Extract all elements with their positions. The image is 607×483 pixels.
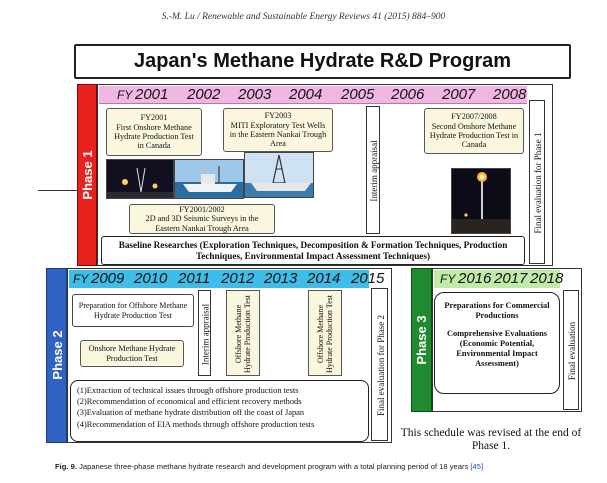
leader-line: [38, 190, 78, 191]
offshore-test-label-a: Offshore Methane Hydrate Production Test: [234, 295, 252, 373]
caption-label: Fig. 9.: [55, 462, 77, 471]
phase3-year-bar: [434, 270, 564, 288]
phase1-interim-label: Interim appraisal: [369, 140, 379, 202]
offshore-test-box-b: [308, 290, 342, 376]
phase2-goals-list: [70, 380, 369, 442]
onshore-rig-image: [107, 160, 174, 199]
flare-image: [452, 169, 511, 234]
goal-item: (1)Extraction of technical issues through offshore production tests: [77, 386, 299, 395]
offshore-test-label-b: Offshore Methane Hydrate Production Test: [316, 295, 334, 373]
phase1-label: Phase 1: [79, 150, 95, 200]
phase3-final-box: [563, 290, 579, 410]
caption-citation[interactable]: [45]: [470, 462, 484, 471]
year-label: 2002: [187, 86, 221, 103]
fy-prefix: FY: [440, 272, 456, 286]
drill-ship-photo: [244, 152, 314, 198]
goal-item: (2)Recommendation of economical and efficient recovery methods: [77, 397, 302, 407]
note-fy2001: FY2001 First Onshore Methane Hydrate Production Test in Canada: [106, 108, 202, 156]
phase1-interim-box: [366, 106, 380, 234]
fy-prefix: FY: [117, 88, 133, 102]
phase1-final-label: Final evaluation for Phase 1: [533, 132, 543, 234]
phase3-item-commercial: Preparations for Commercial Productions: [444, 301, 550, 321]
year-label: 2018: [530, 270, 564, 287]
year-label: 2011: [178, 270, 211, 287]
year-label: 2013: [264, 270, 298, 287]
year-label: 2005: [341, 86, 375, 103]
year-label: 2007: [442, 86, 476, 103]
phase2-interim-box: [198, 290, 211, 376]
year-label: 2001: [135, 86, 169, 103]
prep-offshore-test-box: Preparation for Offshore Methane Hydrate Production Test: [72, 294, 194, 327]
phase1-year-bar: [99, 86, 527, 104]
phase1-final-box: [529, 100, 545, 264]
goal-item: (4)Recommendation of EIA methods through offshore production tests: [77, 419, 315, 429]
phase2-final-box: [371, 288, 388, 441]
year-label: 2010: [134, 270, 168, 287]
figure-title: Japan's Methane Hydrate R&D Program: [74, 44, 571, 79]
baseline-researches-box: Baseline Researches (Exploration Techniques, Decomposition & Formation Techniques, Production Techniques, Environmental Impact Assessment Techniques): [101, 236, 525, 265]
phase3-item-evaluation: Comprehensive Evaluations (Economic Potential, Environmental Impact Assessment): [446, 329, 548, 369]
year-label: 2015: [351, 270, 385, 287]
ship-image: [175, 160, 244, 199]
phase2-year-bar: [69, 270, 385, 288]
year-label: 2009: [91, 270, 125, 287]
offshore-test-box-a: [226, 290, 260, 376]
goal-item: (3)Evaluation of methane hydrate distribution off the coast of Japan: [77, 408, 305, 418]
year-label: 2017: [494, 270, 528, 287]
year-label: 2008: [493, 86, 527, 103]
note-seismic-survey: FY2001/2002 2D and 3D Seismic Surveys in the Eastern Nankai Trough Area: [129, 204, 275, 234]
note-fy2007: FY2007/2008 Second Onshore Methane Hydrate Production Test in Canada: [424, 108, 524, 154]
phase3-final-label: Final evaluation: [567, 321, 577, 381]
year-label: 2003: [238, 86, 272, 103]
phase2-label: Phase 2: [49, 330, 65, 380]
fy-prefix: FY: [73, 272, 89, 286]
year-label: 2014: [307, 270, 341, 287]
caption-text: Japanese three-phase methane hydrate research and development program with a total planning period of 18 years: [79, 462, 469, 471]
running-header: S.-M. Lu / Renewable and Sustainable Energy Reviews 41 (2015) 884–900: [161, 12, 446, 22]
year-label: 2012: [221, 270, 255, 287]
onshore-test-box: Onshore Methane Hydrate Production Test: [80, 340, 184, 367]
revised-note: This schedule was revised at the end of Phase 1.: [400, 427, 582, 453]
phase3-plan-box: [434, 292, 560, 394]
onshore-rig-photo: [106, 159, 174, 199]
year-label: 2004: [289, 86, 323, 103]
year-label: 2016: [458, 270, 492, 287]
phase2-interim-label: Interim appraisal: [200, 303, 210, 366]
phase3-label: Phase 3: [413, 315, 429, 365]
flare-photo: [451, 168, 511, 234]
drill-ship-image: [245, 153, 314, 198]
note-fy2003: FY2003 MITI Exploratory Test Wells in the Eastern Nankai Trough Area: [223, 108, 333, 152]
year-label: 2006: [391, 86, 425, 103]
figure-caption: [55, 462, 595, 471]
ship-photo: [174, 159, 244, 199]
phase2-final-label: Final evaluation for Phase 2: [375, 315, 386, 416]
